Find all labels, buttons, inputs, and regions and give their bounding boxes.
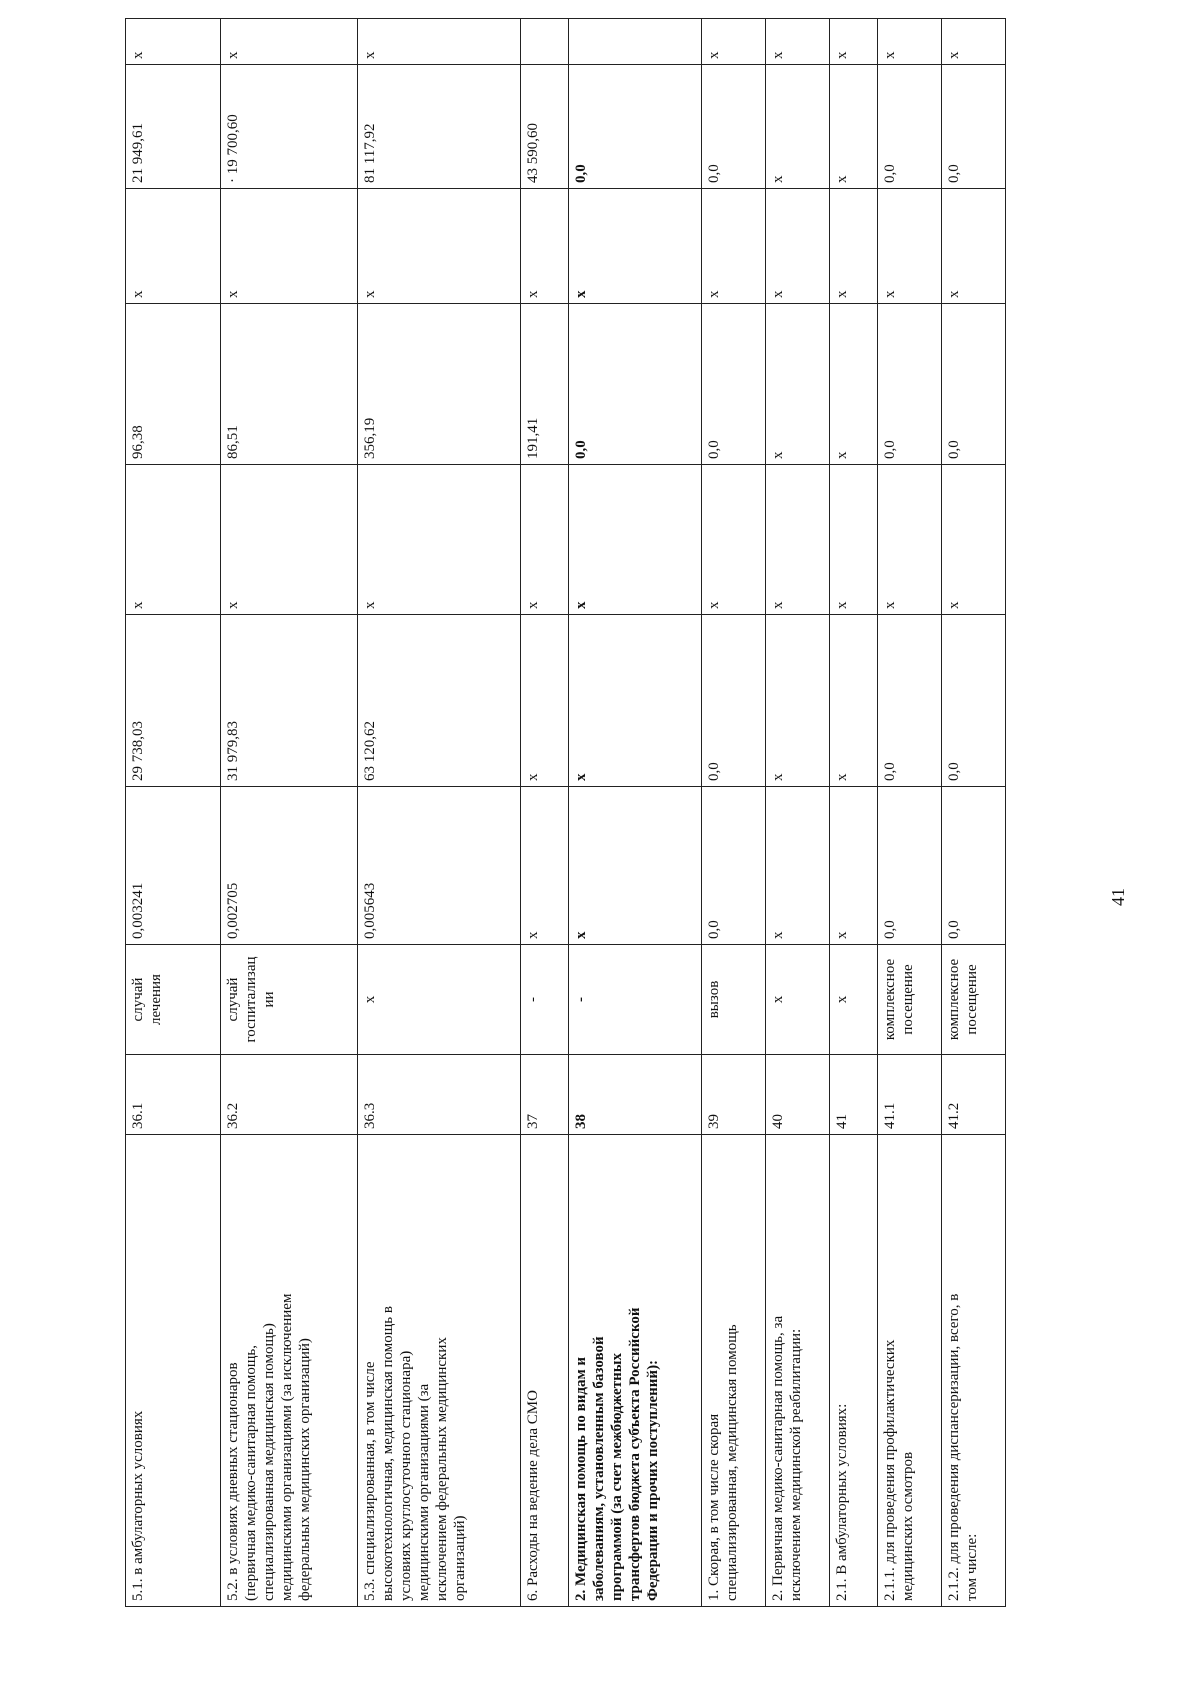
cell-name: 1. Скорая, в том числе скорая специализированная, медицинская помощь [702,1135,766,1607]
cell-c10: х [766,19,830,65]
cell-c10: х [830,19,878,65]
cell-unit: х [830,945,878,1055]
cell-num: 39 [702,1055,766,1135]
cell-c7: 0,0 [569,304,702,465]
table-row [942,19,1006,1607]
cell-c6: х [830,465,878,615]
cell-c6: х [126,465,221,615]
cell-name: 2. Медицинская помощь по видам и заболеваниям, установленным базовой программой (за счет межбюджетных трансфертов бюджета субъекта Российской Федерации и прочих поступлений): [569,1135,702,1607]
cell-c8: х [358,189,521,304]
cell-name: 2.1.2. для проведения диспансеризации, всего, в том числе: [942,1135,1006,1607]
cell-name: 2. Первичная медико-санитарная помощь, за исключением медицинской реабилитации: [766,1135,830,1607]
cell-c9: 0,0 [878,65,942,189]
cell-c10: х [702,19,766,65]
table-row [358,19,521,1607]
table-row [702,19,766,1607]
cell-unit: случай госпитализац ии [221,945,358,1055]
table-row [521,19,569,1607]
cell-c6: х [569,465,702,615]
cell-c7: 0,0 [702,304,766,465]
cell-unit: - [569,945,702,1055]
cell-c10: х [942,19,1006,65]
cell-c7: х [830,304,878,465]
financing-table [125,18,1006,1607]
cell-c5: 31 979,83 [221,615,358,787]
table-row [878,19,942,1607]
cell-unit: вызов [702,945,766,1055]
cell-c9: 0,0 [702,65,766,189]
cell-c7: 96,38 [126,304,221,465]
cell-c9: 43 590,60 [521,65,569,189]
table-row [830,19,878,1607]
cell-num: 41 [830,1055,878,1135]
cell-c8: х [221,189,358,304]
cell-c8: х [830,189,878,304]
cell-unit: случай лечения [126,945,221,1055]
cell-name: 6. Расходы на ведение дела СМО [521,1135,569,1607]
cell-c9: 21 949,61 [126,65,221,189]
cell-num: 40 [766,1055,830,1135]
cell-c9: 81 117,92 [358,65,521,189]
cell-c10: х [358,19,521,65]
cell-name: 2.1. В амбулаторных условиях: [830,1135,878,1607]
cell-c6: х [766,465,830,615]
cell-c10: х [126,19,221,65]
cell-name: 2.1.1. для проведения профилактических медицинских осмотров [878,1135,942,1607]
cell-num: 36.3 [358,1055,521,1135]
cell-c6: х [702,465,766,615]
cell-c4: 0,0 [702,787,766,945]
cell-c9: · 19 700,60 [221,65,358,189]
cell-c10: х [221,19,358,65]
table-row [766,19,830,1607]
cell-c10 [521,19,569,65]
cell-c4: х [830,787,878,945]
cell-c5: х [521,615,569,787]
cell-c5: х [830,615,878,787]
cell-c4: х [766,787,830,945]
cell-c5: 29 738,03 [126,615,221,787]
table-row [126,19,221,1607]
cell-c7: 356,19 [358,304,521,465]
cell-c6: х [878,465,942,615]
table-body [126,19,1006,1607]
cell-c4: 0,003241 [126,787,221,945]
cell-name: 5.1. в амбулаторных условиях [126,1135,221,1607]
cell-num: 41.1 [878,1055,942,1135]
cell-c7: х [766,304,830,465]
cell-c4: х [569,787,702,945]
cell-c6: х [221,465,358,615]
cell-c8: х [569,189,702,304]
cell-c8: х [942,189,1006,304]
cell-c5: 0,0 [878,615,942,787]
cell-num: 41.2 [942,1055,1006,1135]
page-number: 41 [1108,888,1128,906]
cell-c4: 0,0 [942,787,1006,945]
cell-c8: х [878,189,942,304]
cell-c7: 191,41 [521,304,569,465]
cell-unit: х [358,945,521,1055]
cell-c8: х [521,189,569,304]
cell-c6: х [521,465,569,615]
cell-c9: х [830,65,878,189]
cell-c8: х [126,189,221,304]
cell-c6: х [942,465,1006,615]
cell-name: 5.2. в условиях дневных стационаров (первичная медико-санитарная помощь, специализированная медицинская помощь) медицинскими организациями (за исключением федеральных медицинских организаций) [221,1135,358,1607]
cell-name: 5.3. специализированная, в том числе высокотехнологичная, медицинская помощь в условиях круглосуточного стационара) медицинскими организациями (за исключением федеральных медицинских организаций) [358,1135,521,1607]
cell-num: 36.2 [221,1055,358,1135]
cell-c4: 0,002705 [221,787,358,945]
cell-c4: 0,0 [878,787,942,945]
cell-unit: - [521,945,569,1055]
cell-c8: х [766,189,830,304]
cell-unit: комплексное посещение [942,945,1006,1055]
cell-c7: 86,51 [221,304,358,465]
cell-c5: х [766,615,830,787]
cell-unit: х [766,945,830,1055]
cell-c7: 0,0 [942,304,1006,465]
cell-c9: 0,0 [569,65,702,189]
cell-c9: 0,0 [942,65,1006,189]
cell-c8: х [702,189,766,304]
cell-c5: 0,0 [942,615,1006,787]
cell-c4: 0,005643 [358,787,521,945]
cell-c9: х [766,65,830,189]
cell-num: 38 [569,1055,702,1135]
cell-unit: комплексное посещение [878,945,942,1055]
cell-num: 37 [521,1055,569,1135]
cell-c5: 0,0 [702,615,766,787]
cell-c5: х [569,615,702,787]
table-row [221,19,358,1607]
cell-c10 [569,19,702,65]
cell-c6: х [358,465,521,615]
table-row [569,19,702,1607]
cell-c10: х [878,19,942,65]
cell-c4: х [521,787,569,945]
cell-num: 36.1 [126,1055,221,1135]
cell-c5: 63 120,62 [358,615,521,787]
cell-c7: 0,0 [878,304,942,465]
